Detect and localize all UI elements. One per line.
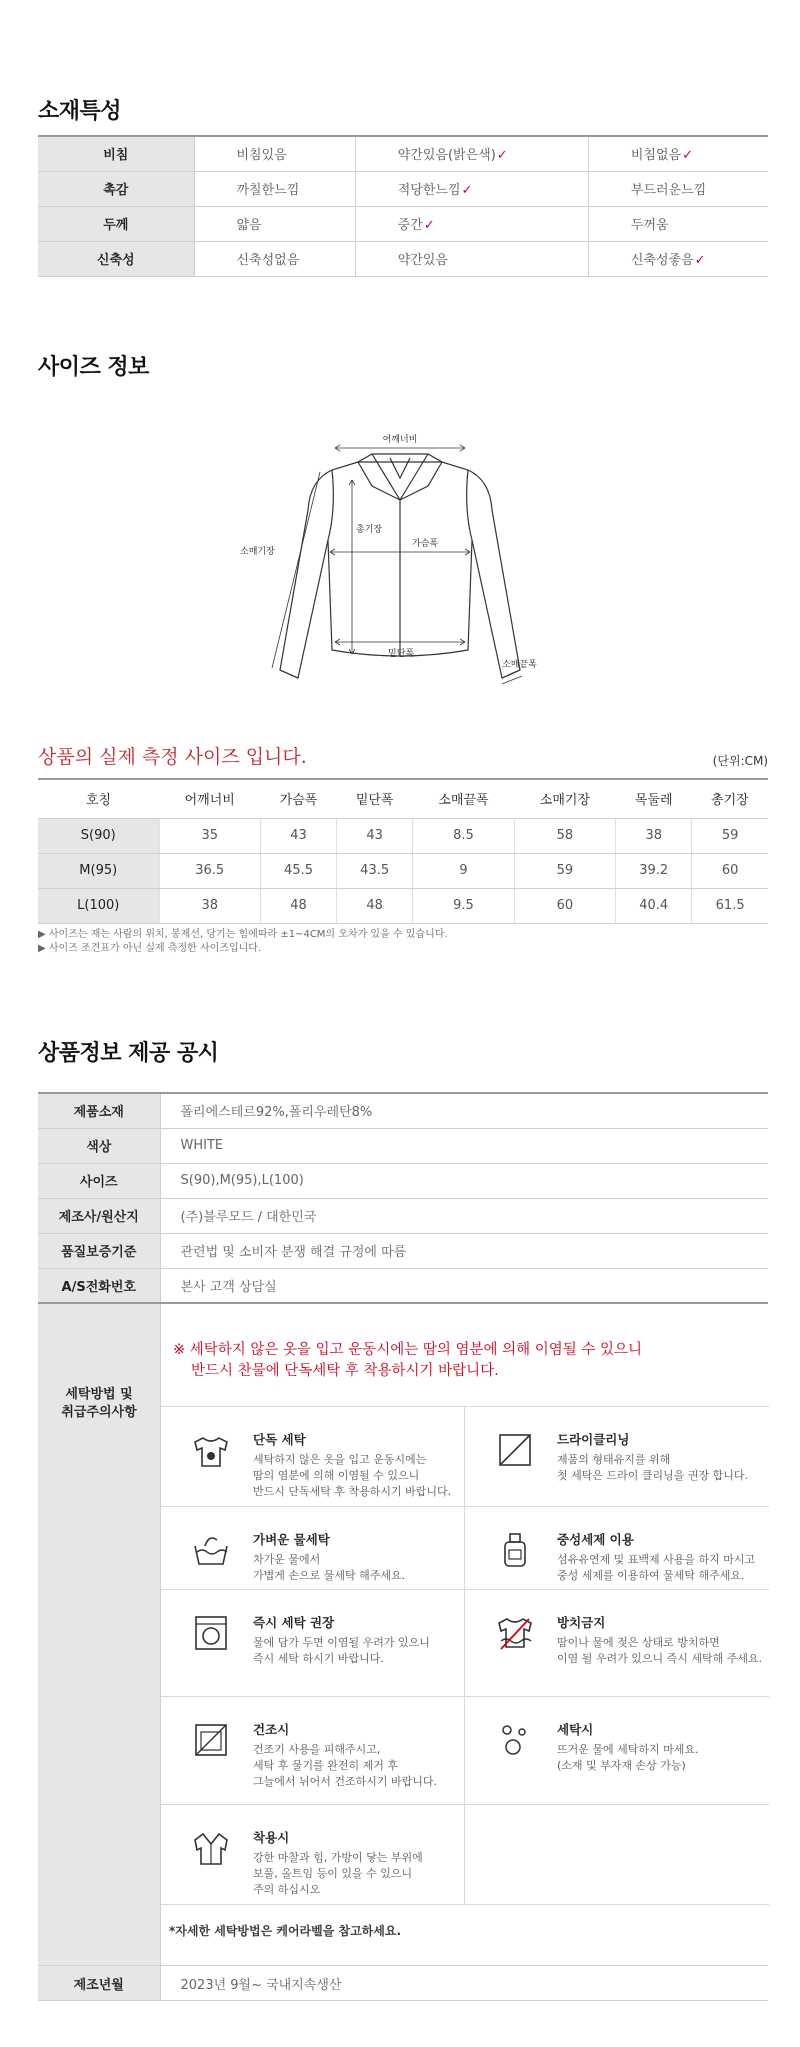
care-item xyxy=(465,1506,768,1589)
diagram-label-chest: 가슴폭 xyxy=(412,539,439,549)
product-info-label: 색상 xyxy=(38,1128,160,1163)
material-row-label: 비침 xyxy=(38,136,194,171)
care-item-desc: 세탁하지 않은 옷을 입고 운동시에는 땀의 염분에 의해 이염될 수 있으니 반드시 단독세탁 후 착용하시기 바랍니다. xyxy=(253,1453,452,1498)
size-cell: 43 xyxy=(337,818,413,853)
hand-wash-icon xyxy=(191,1530,231,1570)
material-option: 약간있음 xyxy=(355,241,588,276)
product-info-value: 폴리에스테르92%,폴리우레탄8% xyxy=(160,1093,768,1128)
size-cell: 48 xyxy=(260,888,336,923)
size-row-label: L(100) xyxy=(38,888,159,923)
size-cell: 36.5 xyxy=(159,853,260,888)
product-info-value: S(90),M(95),L(100) xyxy=(160,1163,768,1198)
care-item xyxy=(465,1696,768,1804)
care-item xyxy=(161,1804,464,1904)
grid-divider xyxy=(161,1506,769,1507)
material-table xyxy=(38,135,768,277)
size-cell: 43.5 xyxy=(337,853,413,888)
size-cell: 61.5 xyxy=(692,888,768,923)
size-caption: 상품의 실제 측정 사이즈 입니다. xyxy=(38,746,307,768)
size-row-label: M(95) xyxy=(38,853,159,888)
shirt-wear-icon xyxy=(191,1828,231,1868)
care-item xyxy=(465,1589,768,1696)
grid-divider xyxy=(161,1406,769,1407)
size-cell: 43 xyxy=(260,818,336,853)
size-diagram xyxy=(240,420,560,710)
care-item-desc: 섬유유연제 및 표백제 사용을 하지 마시고 중성 세제를 이용하여 물세탁 해주세요. xyxy=(557,1553,756,1582)
product-info-row xyxy=(38,1268,768,1303)
diagram-label-hem: 밑단폭 xyxy=(388,649,415,659)
dry-clean-icon xyxy=(495,1430,535,1470)
material-row xyxy=(38,136,768,171)
diagram-label-length: 총기장 xyxy=(356,525,383,535)
material-option: 중간✓ xyxy=(355,206,588,241)
size-section-title: 사이즈 정보 xyxy=(38,355,149,380)
diagram-label-cuff: 소매끝폭 xyxy=(502,660,537,670)
care-instructions xyxy=(160,1304,768,1965)
care-item-desc: 건조기 사용을 피해주시고, 세탁 후 물기를 완전히 제거 후 그늘에서 뉘어서 건조하시기 바랍니다. xyxy=(253,1743,438,1788)
product-info-label: 품질보증기준 xyxy=(38,1233,160,1268)
no-soak-icon xyxy=(495,1613,535,1653)
product-info-row xyxy=(38,1128,768,1163)
product-info-value: (주)블루모드 / 대한민국 xyxy=(160,1198,768,1233)
size-header-cell: 소매끝폭 xyxy=(413,779,514,818)
material-row-label: 촉감 xyxy=(38,171,194,206)
material-option: 신축성없음 xyxy=(194,241,355,276)
care-item-title: 방치금지 xyxy=(557,1615,606,1630)
material-row xyxy=(38,206,768,241)
material-option: 부드러운느낌 xyxy=(588,171,768,206)
care-item xyxy=(465,1406,768,1506)
size-cell: 59 xyxy=(514,853,615,888)
care-item-title: 중성세제 이용 xyxy=(557,1532,634,1547)
size-cell: 35 xyxy=(159,818,260,853)
size-cell: 60 xyxy=(692,853,768,888)
grid-divider xyxy=(464,1406,465,1904)
size-note: ▶ 사이즈는 재는 사람의 위치, 봉제선, 당기는 힘에따라 ±1~4CM의 오차가 있을 수 있습니다. xyxy=(38,929,448,940)
product-info-label: 제조사/원산지 xyxy=(38,1198,160,1233)
product-info-label: 제품소재 xyxy=(38,1093,160,1128)
size-header-cell: 총기장 xyxy=(692,779,768,818)
material-option: 신축성좋음✓ xyxy=(588,241,768,276)
size-cell: 60 xyxy=(514,888,615,923)
care-item-title: 세탁시 xyxy=(557,1722,594,1737)
care-item-title: 건조시 xyxy=(253,1722,290,1737)
material-option: 약간있음(밝은색)✓ xyxy=(355,136,588,171)
size-cell: 38 xyxy=(616,818,692,853)
material-row-label: 두께 xyxy=(38,206,194,241)
wash-warning: ※ 세탁하지 않은 옷을 입고 운동시에는 땀의 염분에 의해 이염될 수 있으니 반드시 찬물에 단독세탁 후 착용하시기 바랍니다. xyxy=(173,1342,643,1379)
care-item-desc: 뜨거운 물에 세탁하지 마세요. (소재 및 부자재 손상 가능) xyxy=(557,1743,699,1772)
material-option: 비침없음✓ xyxy=(588,136,768,171)
grid-divider xyxy=(161,1696,769,1697)
care-item xyxy=(161,1696,464,1804)
material-row xyxy=(38,171,768,206)
care-footnote: *자세한 세탁방법은 케어라벨을 참고하세요. xyxy=(169,1924,402,1938)
size-header-cell: 목둘레 xyxy=(616,779,692,818)
care-item-desc: 제품의 형태유지를 위해 첫 세탁은 드라이 클리닝을 권장 합니다. xyxy=(557,1453,748,1482)
material-option: 두꺼움 xyxy=(588,206,768,241)
care-item-desc: 강한 마찰과 힘, 가방이 닿는 부위에 보풀, 올트임 등이 있을 수 있으니 주의 하십시오 xyxy=(253,1851,423,1896)
size-cell: 9 xyxy=(413,853,514,888)
size-note: ▶ 사이즈 조견표가 아닌 실제 측정한 사이즈입니다. xyxy=(38,943,262,954)
product-info-label: A/S전화번호 xyxy=(38,1268,160,1303)
care-item-title: 즉시 세탁 권장 xyxy=(253,1615,335,1630)
no-dryer-icon xyxy=(191,1720,231,1760)
size-row xyxy=(38,818,768,853)
size-unit: (단위:CM) xyxy=(712,754,768,768)
care-item-title: 가벼운 물세탁 xyxy=(253,1532,330,1547)
care-item-title: 단독 세탁 xyxy=(253,1432,306,1447)
material-option: 까칠한느낌 xyxy=(194,171,355,206)
size-notes xyxy=(38,928,448,956)
material-option: 얇음 xyxy=(194,206,355,241)
product-info-value: WHITE xyxy=(160,1128,768,1163)
detergent-bottle-icon xyxy=(495,1530,535,1570)
product-info-row xyxy=(38,1233,768,1268)
check-icon: ✓ xyxy=(496,148,508,164)
material-row-label: 신축성 xyxy=(38,241,194,276)
size-cell: 45.5 xyxy=(260,853,336,888)
product-info-row xyxy=(38,1198,768,1233)
grid-divider xyxy=(161,1589,769,1590)
care-item xyxy=(161,1589,464,1696)
size-cell: 40.4 xyxy=(616,888,692,923)
diagram-label-sleeve-length: 소매기장 xyxy=(240,547,275,557)
size-cell: 8.5 xyxy=(413,818,514,853)
check-icon: ✓ xyxy=(461,183,473,198)
size-header-cell: 밑단폭 xyxy=(337,779,413,818)
tshirt-wash-icon xyxy=(191,1430,231,1470)
care-item xyxy=(161,1506,464,1589)
check-icon: ✓ xyxy=(682,148,693,164)
product-info-row xyxy=(38,1093,768,1128)
size-cell: 39.2 xyxy=(616,853,692,888)
mfg-value: 2023년 9월~ 국내지속생산 xyxy=(160,1966,768,2001)
care-item-title: 착용시 xyxy=(253,1830,290,1845)
material-option: 비침있음 xyxy=(194,136,355,171)
product-info-value: 관련법 및 소비자 분쟁 해결 규정에 따름 xyxy=(160,1233,768,1268)
care-item-desc: 물에 담가 두면 이염될 우려가 있으니 즉시 세탁 하시기 바랍니다. xyxy=(253,1636,430,1665)
bubbles-icon xyxy=(495,1720,535,1760)
product-info-row xyxy=(38,1163,768,1198)
size-header-cell: 소매기장 xyxy=(514,779,615,818)
size-table xyxy=(38,778,768,924)
diagram-label-shoulder: 어깨너비 xyxy=(382,435,418,445)
wash-label: 세탁방법 및 취급주의사항 xyxy=(38,1303,160,1966)
product-info-value: 본사 고객 상담실 xyxy=(160,1268,768,1303)
size-row xyxy=(38,853,768,888)
check-icon: ✓ xyxy=(423,218,435,233)
care-item-title: 드라이클리닝 xyxy=(557,1432,630,1447)
care-item-desc: 땀이나 물에 젖은 상태로 방치하면 이염 될 우려가 있으니 즉시 세탁해 주세요. xyxy=(557,1636,763,1665)
washing-machine-icon xyxy=(191,1613,231,1653)
size-row-label: S(90) xyxy=(38,818,159,853)
product-info-label: 사이즈 xyxy=(38,1163,160,1198)
size-header-cell: 어깨너비 xyxy=(159,779,260,818)
care-item xyxy=(161,1406,464,1506)
size-header-cell: 호칭 xyxy=(38,779,159,818)
material-row xyxy=(38,241,768,276)
size-cell: 58 xyxy=(514,818,615,853)
size-cell: 59 xyxy=(692,818,768,853)
material-section-title: 소재특성 xyxy=(38,99,122,124)
size-cell: 38 xyxy=(159,888,260,923)
grid-divider xyxy=(161,1804,769,1805)
mfg-label: 제조년월 xyxy=(38,1966,160,2001)
size-cell: 48 xyxy=(337,888,413,923)
grid-divider xyxy=(161,1904,769,1905)
size-cell: 9.5 xyxy=(413,888,514,923)
care-item-desc: 차가운 물에서 가볍게 손으로 물세탁 해주세요. xyxy=(253,1553,406,1582)
product-info-table xyxy=(38,1092,768,2001)
product-info-title: 상품정보 제공 공시 xyxy=(38,1041,219,1066)
size-row xyxy=(38,888,768,923)
size-header-cell: 가슴폭 xyxy=(260,779,336,818)
material-option: 적당한느낌✓ xyxy=(355,171,588,206)
check-icon: ✓ xyxy=(694,253,706,268)
